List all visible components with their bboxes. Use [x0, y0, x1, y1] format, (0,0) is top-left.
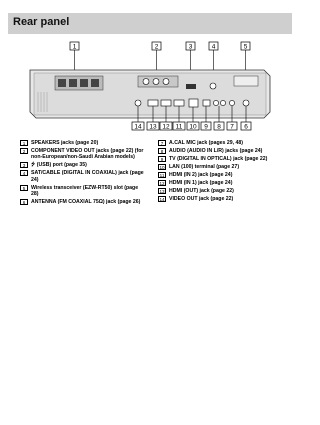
legend-number: 8	[158, 148, 166, 154]
legend-number: 2	[20, 148, 28, 154]
legend-text: VIDEO OUT jack (page 22)	[169, 196, 234, 202]
wireless-slot	[234, 76, 258, 86]
svg-text:9: 9	[204, 123, 208, 131]
svg-text:11: 11	[175, 123, 183, 131]
legend-number: 4	[20, 170, 28, 176]
legend-item-2	[20, 148, 146, 161]
legend-text: SAT/CABLE (DIGITAL IN COAXIAL) jack (page 24)	[31, 170, 144, 183]
svg-text:13: 13	[149, 123, 157, 131]
coaxial-jack	[210, 83, 216, 89]
legend-item-10	[158, 164, 290, 170]
legend-item-9	[158, 156, 290, 162]
callout-label: 3	[188, 43, 193, 51]
legend-text: SPEAKERS jacks (page 20)	[31, 140, 99, 146]
legend-item-1	[20, 140, 146, 146]
legend-text: LAN (100) terminal (page 27)	[169, 164, 240, 170]
component-video-jacks	[138, 76, 178, 87]
legend-text: Wireless transceiver (EZW-RT50) slot (page 28)	[31, 184, 139, 198]
callout-7	[227, 122, 237, 130]
legend-item-4	[20, 170, 146, 183]
legend-item-11	[158, 172, 290, 178]
speakers-jacks	[55, 76, 103, 90]
callout-1	[70, 42, 79, 72]
svg-text:14: 14	[134, 123, 142, 131]
callout-9	[201, 122, 211, 130]
legend-text: ANTENNA (FM COAXIAL 75Ω) jack (page 26)	[31, 199, 141, 206]
callout-label: 1	[72, 43, 77, 51]
callout-label: 4	[211, 43, 216, 51]
svg-text:10: 10	[189, 123, 197, 131]
usb-port	[186, 84, 196, 89]
legend-text: HDMI (OUT) jack (page 22)	[169, 188, 234, 194]
svg-text:6: 6	[244, 123, 248, 131]
legend-item-14	[158, 196, 290, 202]
usb-icon: ⭍	[31, 162, 37, 169]
legend-item-8	[158, 148, 290, 154]
callout-13	[147, 122, 159, 130]
legend-text: (USB) port (page 35)	[36, 162, 87, 169]
legend-number: 6	[20, 199, 28, 205]
callout-label: 5	[243, 43, 248, 51]
legend-number: 13	[159, 189, 165, 194]
legend-text: HDMI (IN 2) jack (page 24)	[169, 172, 233, 178]
section-header	[8, 13, 292, 34]
callout-label: 2	[154, 43, 159, 51]
svg-text:7: 7	[230, 123, 234, 131]
svg-text:12: 12	[162, 123, 170, 131]
legend-number: 5	[20, 185, 28, 191]
legend-item-6	[20, 199, 146, 205]
legend-item-5	[20, 185, 146, 198]
legend-item-12	[158, 180, 290, 186]
legend-number: 9	[158, 156, 166, 162]
legend-item-13	[158, 188, 290, 194]
receiver-back	[30, 70, 270, 118]
svg-text:8: 8	[217, 123, 221, 131]
legend-number: 12	[159, 181, 165, 186]
legend-number: 1	[20, 140, 28, 146]
legend-left-column	[20, 140, 146, 207]
legend-right-column	[158, 140, 290, 204]
rear-panel-diagram	[0, 40, 300, 135]
legend-number: 7	[158, 140, 166, 146]
callout-12	[160, 122, 172, 130]
callout-10	[187, 122, 199, 130]
callout-5	[241, 42, 250, 72]
legend-text: TV (DIGITAL IN OPTICAL) jack (page 22)	[169, 156, 268, 162]
legend-number: 10	[159, 165, 165, 170]
section-title: Rear panel	[13, 16, 70, 28]
legend-item-3	[20, 162, 146, 168]
bottom-jack-row	[135, 99, 249, 107]
legend-number: 3	[20, 162, 28, 168]
legend-number: 14	[159, 197, 165, 202]
callout-8	[214, 122, 224, 130]
legend-text: HDMI (IN 1) jack (page 24)	[169, 180, 233, 186]
legend-text: AUDIO (AUDIO IN L/R) jacks (page 24)	[169, 148, 263, 154]
legend-text: COMPONENT VIDEO OUT jacks (page 22) (for non-European/non-Saudi Arabian models)	[31, 148, 144, 161]
legend-number: 11	[159, 173, 165, 178]
legend-text: A.CAL MIC jack (pages 29, 48)	[169, 140, 243, 146]
callout-11	[173, 122, 185, 130]
callout-14	[132, 122, 144, 130]
callout-6	[241, 122, 251, 130]
legend-item-7	[158, 140, 290, 146]
